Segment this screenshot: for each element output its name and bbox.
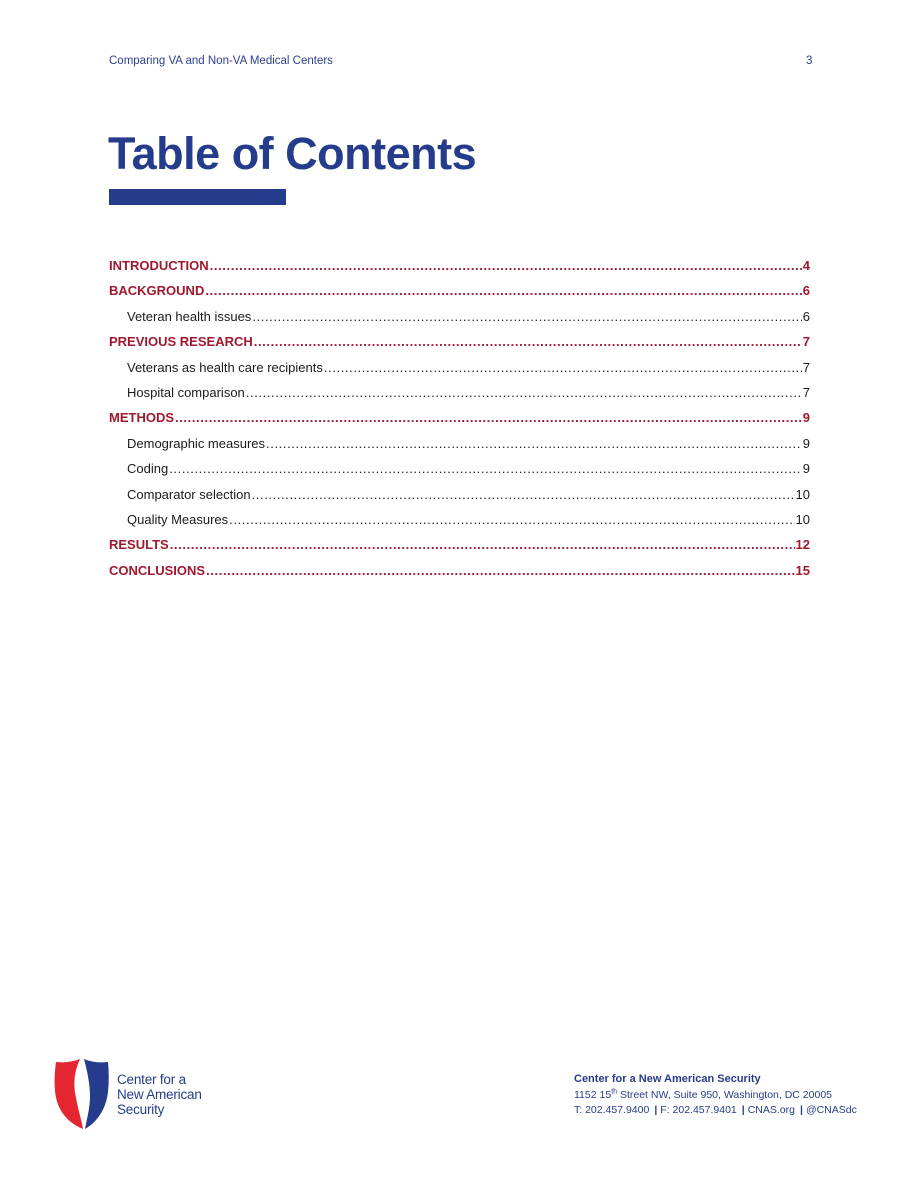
toc-entry-page: 7 — [802, 384, 810, 400]
toc-entry-label: Quality Measures — [127, 511, 229, 527]
toc-entry-hospital-comparison[interactable] — [109, 384, 810, 409]
toc-entry-demographic-measures[interactable] — [109, 435, 810, 460]
footer-twitter-link[interactable]: @CNASdc — [805, 1104, 857, 1116]
footer-org-name: Center for a New American Security — [574, 1073, 761, 1085]
toc-dot-leader — [210, 257, 802, 275]
toc-entry-label: METHODS — [109, 410, 174, 426]
toc-entry-comparator-selection[interactable] — [109, 486, 810, 511]
toc-entry-label: RESULTS — [109, 537, 169, 553]
toc-dot-leader — [252, 486, 795, 504]
toc-entry-methods[interactable] — [109, 409, 810, 434]
toc-dot-leader — [170, 536, 795, 554]
toc-entry-coding[interactable] — [109, 460, 810, 485]
running-header-title: Comparing VA and Non-VA Medical Centers — [109, 55, 333, 67]
toc-entry-label: Veteran health issues — [127, 308, 252, 324]
toc-entry-label: Hospital comparison — [127, 384, 245, 400]
toc-entry-label: BACKGROUND — [109, 283, 205, 299]
toc-entry-veterans-as-recipients[interactable] — [109, 359, 810, 384]
toc-entry-veteran-health-issues[interactable] — [109, 308, 810, 333]
footer-fax: F: 202.457.9401 — [660, 1104, 737, 1116]
logo-line: Security — [117, 1101, 165, 1117]
toc-entry-page: 15 — [795, 562, 810, 578]
toc-entry-label: Veterans as health care recipients — [127, 359, 323, 375]
logo-wordmark — [117, 1072, 202, 1117]
separator: | — [741, 1104, 745, 1116]
toc-dot-leader — [252, 308, 801, 326]
toc-entry-page: 6 — [802, 308, 810, 324]
page-number: 3 — [806, 55, 813, 67]
toc-entry-page: 9 — [802, 461, 810, 477]
logo-line: New American — [117, 1086, 202, 1102]
toc-dot-leader — [254, 333, 802, 351]
address-ordinal: th — [611, 1088, 618, 1095]
toc-dot-leader — [229, 511, 794, 529]
toc-entry-quality-measures[interactable] — [109, 511, 810, 536]
toc-entry-page: 7 — [802, 334, 810, 350]
separator: | — [799, 1104, 803, 1116]
toc-entry-previous-research[interactable] — [109, 333, 810, 358]
toc-entry-page: 12 — [795, 537, 810, 553]
toc-dot-leader — [205, 282, 801, 300]
footer-contact-line — [574, 1103, 857, 1119]
toc-entry-page: 9 — [802, 435, 810, 451]
toc-entry-label: INTRODUCTION — [109, 258, 209, 273]
toc-entry-results[interactable] — [109, 536, 810, 561]
toc-entry-conclusions[interactable] — [109, 562, 810, 587]
toc-entry-page: 9 — [802, 410, 810, 426]
page-title: Table of Contents — [108, 128, 477, 179]
toc-entry-label: Coding — [127, 461, 169, 477]
cnas-logo — [54, 1058, 202, 1130]
toc-entry-page: 10 — [795, 511, 810, 527]
shield-logo-icon — [54, 1058, 110, 1130]
footer-website-link[interactable]: CNAS.org — [747, 1104, 795, 1116]
table-of-contents — [109, 257, 810, 587]
toc-entry-label: PREVIOUS RESEARCH — [109, 334, 253, 350]
logo-line: Center for a — [117, 1071, 186, 1087]
toc-dot-leader — [169, 460, 802, 478]
footer-contact-block — [574, 1072, 857, 1119]
toc-dot-leader — [206, 562, 794, 580]
toc-entry-page: 10 — [795, 486, 810, 502]
title-underline-bar — [109, 189, 286, 205]
toc-entry-label: CONCLUSIONS — [109, 562, 206, 578]
toc-dot-leader — [175, 409, 802, 427]
toc-dot-leader — [266, 435, 802, 453]
toc-entry-label: Demographic measures — [127, 435, 266, 451]
footer-phone: T: 202.457.9400 — [574, 1104, 650, 1116]
toc-entry-page: 7 — [802, 359, 810, 375]
toc-entry-label: Comparator selection — [127, 486, 251, 502]
toc-entry-background[interactable] — [109, 282, 810, 307]
address-street-number: 1152 15 — [574, 1088, 612, 1101]
toc-dot-leader — [246, 384, 802, 402]
address-rest: Street NW, Suite 950, Washington, DC 20005 — [617, 1088, 833, 1101]
toc-entry-introduction[interactable] — [109, 257, 810, 282]
toc-entry-page: 6 — [802, 283, 810, 299]
separator: | — [654, 1104, 658, 1116]
toc-dot-leader — [324, 359, 802, 377]
toc-entry-page: 4 — [802, 258, 810, 273]
footer-address — [574, 1088, 857, 1104]
